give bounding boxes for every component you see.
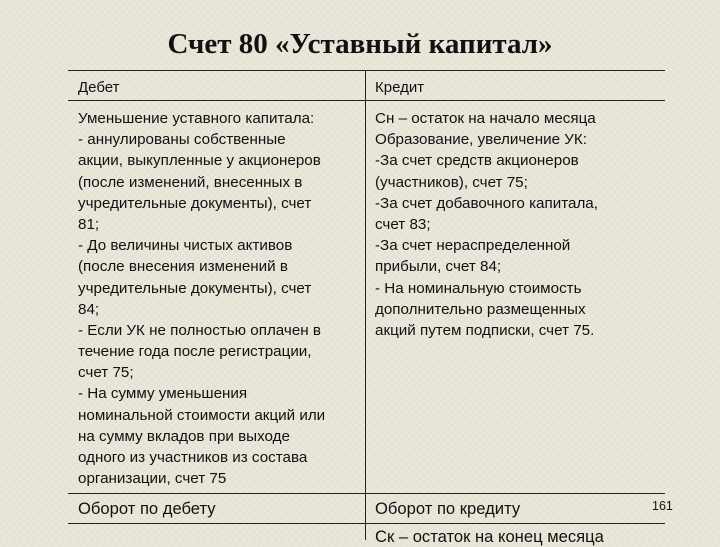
debit-line: акции, выкупленные у акционеров [78, 152, 321, 170]
credit-line: (участников), счет 75; [375, 173, 528, 191]
credit-line: Образование, увеличение УК: [375, 131, 587, 149]
debit-line: Уменьшение уставного капитала: [78, 110, 315, 127]
debit-line: одного из участников из состава [78, 449, 308, 466]
credit-turnover: Оборот по кредиту [375, 499, 521, 518]
turnover-row-top-border [68, 493, 665, 494]
table-top-border [68, 70, 665, 71]
header-bottom-border [68, 100, 665, 101]
credit-entries [375, 108, 598, 341]
debit-line: (после внесения изменений в [78, 258, 288, 276]
page-number: 161 [652, 499, 673, 513]
debit-line: учредительные документы), счет [78, 194, 312, 212]
debit-line: - До величины чистых активов [78, 237, 293, 255]
credit-column-header: Кредит [375, 79, 425, 96]
slide-title: Счет 80 «Уставный капитал» [167, 28, 553, 60]
debit-line: учредительные документы), счет [78, 279, 312, 297]
credit-line: -За счет средств акционеров [375, 152, 579, 170]
debit-line: 81; [78, 215, 100, 233]
debit-line: организации, счет 75 [78, 470, 227, 488]
credit-line: Сн – остаток на начало месяца [375, 110, 596, 127]
debit-turnover: Оборот по дебету [78, 499, 216, 518]
credit-line: -За счет нераспределенной [375, 237, 571, 255]
credit-line: дополнительно размещенных [375, 300, 586, 318]
debit-entries [78, 108, 325, 489]
credit-line: акций путем подписки, счет 75. [375, 321, 595, 339]
closing-balance: Ск – остаток на конец месяца [375, 527, 604, 546]
debit-line: (после изменений, внесенных в [78, 173, 303, 191]
debit-line: 84; [78, 300, 100, 318]
turnover-row-bottom-border [68, 523, 665, 524]
credit-line: прибыли, счет 84; [375, 258, 502, 276]
debit-line: на сумму вкладов при выходе [78, 427, 290, 445]
debit-line: - Если УК не полностью оплачен в [78, 321, 321, 339]
debit-line: - На сумму уменьшения [78, 385, 248, 403]
debit-line: течение года после регистрации, [78, 343, 312, 361]
credit-line: счет 83; [375, 215, 431, 233]
credit-line: - На номинальную стоимость [375, 279, 582, 297]
debit-line: счет 75; [78, 364, 134, 382]
debit-column-header: Дебет [78, 79, 120, 96]
column-divider [365, 70, 366, 540]
debit-line: - аннулированы собственные [78, 131, 286, 149]
credit-line: -За счет добавочного капитала, [375, 194, 598, 212]
debit-line: номинальной стоимости акций или [78, 406, 326, 424]
